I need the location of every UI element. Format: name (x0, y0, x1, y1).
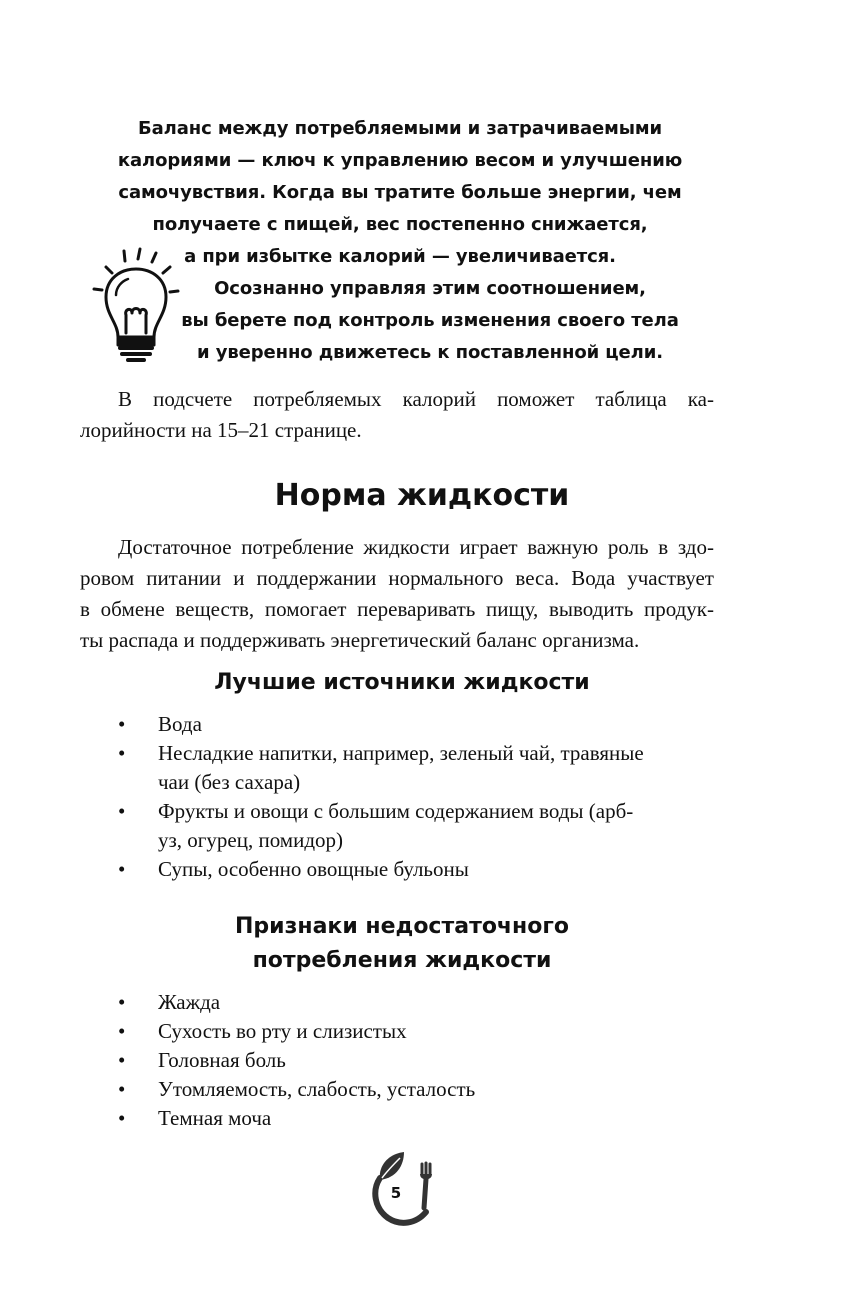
heading-line: потребления жидкости (252, 948, 552, 973)
list-item (118, 1046, 718, 1075)
bullet-icon: • (118, 1077, 126, 1101)
bullet-icon: • (118, 712, 126, 736)
list-item-text: Темная моча (158, 1106, 272, 1130)
callout-line: и уверенно движетесь к поставленной цели. (197, 342, 663, 363)
dehydration-signs-list (118, 988, 718, 1133)
dehydration-signs-title (0, 910, 804, 978)
paragraph-line: лорийности на 15–21 странице. (80, 418, 362, 442)
list-item-text: Жажда (158, 990, 221, 1014)
intro-paragraph (80, 384, 714, 446)
list-item (118, 1075, 718, 1104)
bullet-icon: • (118, 741, 126, 765)
list-item-text: Фрукты и овощи с большим содержанием воды (арб- (158, 799, 634, 823)
list-item-text: уз, огурец, помидор) (158, 828, 344, 852)
bullet-icon: • (118, 990, 126, 1014)
callout-line: получаете с пищей, вес постепенно снижается, (152, 214, 648, 235)
callout-box (80, 113, 770, 373)
bullet-icon: • (118, 1048, 126, 1072)
callout-line: вы берете под контроль изменения своего тела (181, 310, 679, 331)
list-item (118, 988, 718, 1017)
bullet-icon: • (118, 857, 126, 881)
section-paragraph (80, 532, 714, 656)
section-title: Норма жидкости (274, 478, 570, 513)
list-item-text: Сухость во рту и слизистых (158, 1019, 407, 1043)
best-sources-list (118, 710, 718, 884)
page-number: 5 (390, 1184, 402, 1202)
heading-line: Признаки недостаточного (235, 914, 569, 939)
bullet-icon: • (118, 1019, 126, 1043)
list-item-text: Головная боль (158, 1048, 286, 1072)
bullet-icon: • (118, 1106, 126, 1130)
paragraph-line: В подсчете потребляемых калорий поможет таблица ка- (118, 387, 714, 411)
paragraph-line: ты распада и поддерживать энергетический баланс организма. (80, 628, 640, 652)
callout-line: Осознанно управляя этим соотношением, (214, 278, 646, 299)
list-item (118, 710, 718, 739)
list-item (118, 739, 718, 797)
callout-line: Баланс между потребляемыми и затрачиваемыми (137, 118, 663, 139)
callout-line: а при избытке калорий — увеличивается. (184, 246, 616, 267)
list-item (118, 1017, 718, 1046)
best-sources-title: Лучшие источники жидкости (214, 670, 590, 695)
list-item-text: Вода (158, 712, 202, 736)
list-item (118, 797, 718, 855)
bullet-icon: • (118, 799, 126, 823)
list-item (118, 855, 718, 884)
list-item-text: Несладкие напитки, например, зеленый чай, травяные (158, 741, 644, 765)
list-item-text: Утомляемость, слабость, усталость (158, 1077, 476, 1101)
callout-line: калориями — ключ к управлению весом и улучшению (117, 150, 683, 171)
list-item (118, 1104, 718, 1133)
list-item-text: чаи (без сахара) (158, 770, 301, 794)
paragraph-line: Достаточное потребление жидкости играет важную роль в здо- (118, 535, 714, 559)
paragraph-line: в обмене веществ, помогает переваривать пищу, выводить продук- (80, 597, 714, 621)
paragraph-line: ровом питании и поддержании нормального веса. Вода участвует (80, 566, 714, 590)
callout-line: самочувствия. Когда вы тратите больше энергии, чем (118, 182, 682, 203)
list-item-text: Супы, особенно овощные бульоны (158, 857, 469, 881)
